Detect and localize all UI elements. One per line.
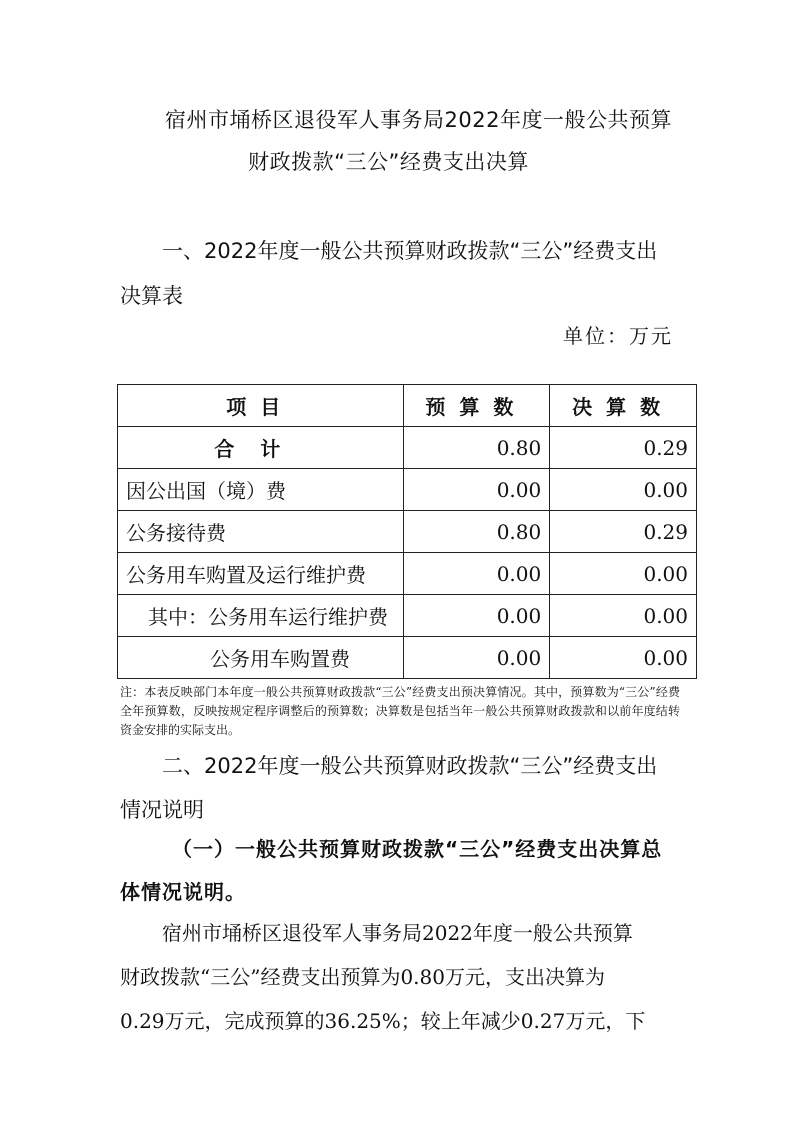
- header-actual: 决算数: [550, 385, 697, 427]
- table-row: [118, 637, 697, 679]
- row-name: 公务用车购置及运行维护费: [118, 553, 404, 595]
- table-header-row: [118, 385, 697, 427]
- row-actual: 0.00: [550, 595, 697, 637]
- row-actual: 0.29: [550, 427, 697, 469]
- row-budget: 0.00: [403, 469, 550, 511]
- body-paragraph-line-2: 财政拨款“三公”经费支出预算为0.80万元，支出决算为: [120, 965, 605, 989]
- subsection-heading-line-2: 体情况说明。: [120, 880, 246, 904]
- row-name: 其中：公务用车运行维护费: [118, 595, 404, 637]
- row-budget: 0.00: [403, 595, 550, 637]
- header-budget: 预算数: [403, 385, 550, 427]
- row-name: 公务接待费: [118, 511, 404, 553]
- section-1-heading-line-1: 一、2022年度一般公共预算财政拨款“三公”经费支出: [162, 239, 658, 263]
- row-budget: 0.80: [403, 427, 550, 469]
- row-actual: 0.00: [550, 553, 697, 595]
- row-name: 合计: [118, 427, 404, 469]
- row-budget: 0.00: [403, 637, 550, 679]
- row-budget: 0.80: [403, 511, 550, 553]
- body-paragraph-line-3: 0.29万元，完成预算的36.25%；较上年减少0.27万元，下: [120, 1009, 646, 1033]
- table-row: [118, 469, 697, 511]
- table-row: [118, 427, 697, 469]
- document-title-line-2: 财政拨款“三公”经费支出决算: [248, 150, 529, 174]
- table-row: [118, 511, 697, 553]
- row-actual: 0.00: [550, 469, 697, 511]
- table-row: [118, 553, 697, 595]
- table-row: [118, 595, 697, 637]
- table-note: 注：本表反映部门本年度一般公共预算财政拨款“三公”经费支出预决算情况。其中，预算数为“三公”经费全年预算数，反映按规定程序调整后的预算数；决算数是包括当年一般公共预算财政拨款和以前年度结转资金安排的实际支出。: [120, 685, 680, 737]
- document-title-line-1: 宿州市埇桥区退役军人事务局2022年度一般公共预算: [165, 108, 672, 132]
- section-2-heading-line-2: 情况说明: [120, 798, 204, 822]
- row-actual: 0.00: [550, 637, 697, 679]
- row-actual: 0.29: [550, 511, 697, 553]
- section-2-heading-line-1: 二、2022年度一般公共预算财政拨款“三公”经费支出: [162, 754, 658, 778]
- header-item: 项目: [118, 385, 404, 427]
- row-budget: 0.00: [403, 553, 550, 595]
- section-1-heading-line-2: 决算表: [120, 284, 183, 308]
- body-paragraph-line-1: 宿州市埇桥区退役军人事务局2022年度一般公共预算: [162, 921, 633, 945]
- row-name: 因公出国（境）费: [118, 469, 404, 511]
- expense-table: [117, 384, 697, 679]
- row-name: 公务用车购置费: [118, 637, 404, 679]
- unit-label: 单位：万元: [563, 324, 673, 348]
- subsection-heading-line-1: （一）一般公共预算财政拨款“三公”经费支出决算总: [172, 837, 663, 861]
